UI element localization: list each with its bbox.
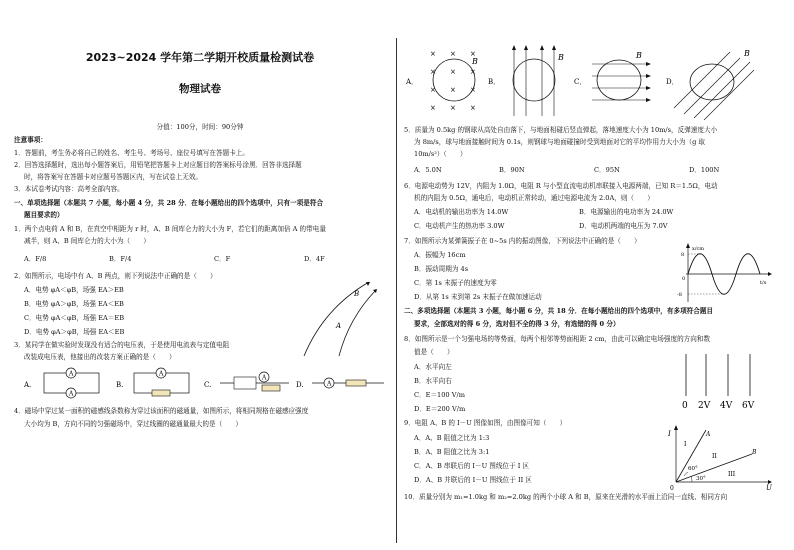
coil-d — [690, 64, 734, 100]
q9-stem: 9．电阻 A、B 的 I－U 图像如图，由图像可知（ ） — [404, 419, 567, 427]
q8-stem: 8．如图所示是一个匀强电场的等势面，每两个相邻等势面相距 2 cm，由此可以确定电场强度的方向和数 — [404, 335, 711, 343]
note-2b: 时，将答案写在答题卡对应题号答题区内，写在试卷上无效。 — [24, 173, 203, 181]
ammeter-d-label: A — [327, 380, 332, 388]
q9-angle-30: 30° — [696, 476, 706, 482]
q4-option-a[interactable]: A． — [406, 78, 419, 86]
q9-option-c[interactable]: C．A、B 串联后的 I－U 图线位于 I 区 — [414, 462, 530, 470]
q5-stem-3: 10m/s²）（ ） — [414, 150, 467, 158]
q9-line-a — [676, 430, 706, 482]
q4-stem-2: 大小均为 B，方向不同的匀强磁场中，穿过线圈的磁通量最大的是（ ） — [24, 420, 242, 428]
q8-option-c[interactable]: C．E＝100 V/m — [414, 391, 465, 399]
q7-bottom-value: -8 — [677, 292, 682, 298]
section2-heading: 二、多项选择题（本题共 3 小题，每小题 6 分，共 18 分．在每小题给出的四个选项中，有多项符合题目 — [404, 307, 714, 315]
q7-origin: 0 — [682, 276, 686, 282]
q2-option-d[interactable]: D．电势 φA＞φB，场强 EA＜EB — [24, 328, 125, 336]
q3-stem: 3．某同学在做实验时发现没有适合的电压表，于是使用电流表与定值电阻 — [14, 341, 230, 349]
q4-option-b[interactable]: B． — [488, 78, 501, 86]
q4-label-b4: B — [744, 49, 750, 58]
coil-a — [433, 59, 475, 101]
q4-label-b3: B — [636, 51, 642, 60]
ammeter-a-label: A — [69, 370, 74, 378]
q4-field-figures — [404, 44, 780, 120]
q3-circuit-options — [24, 365, 386, 400]
q2-stem: 2．如图所示，电场中有 A、B 两点，则下列说法中正确的是（ ） — [14, 272, 217, 280]
q2-option-a[interactable]: A．电势 φA＜φB，场强 EA＞EB — [24, 286, 124, 294]
left-column — [14, 0, 386, 550]
q9-option-b[interactable]: B．A、B 阻值之比为 3:1 — [414, 448, 490, 456]
coil-c — [597, 60, 641, 100]
resistor-c-icon — [262, 385, 280, 391]
section2-heading-2: 要求，全部选对的得 6 分，选对但不全的得 3 分，有选错的得 0 分） — [414, 320, 620, 328]
q9-label-b: B — [752, 449, 757, 456]
q1-option-b[interactable]: B．F/4 — [109, 255, 132, 263]
svg-text:×: × — [470, 50, 476, 58]
q9-option-d[interactable]: D．A、B 并联后的 I－U 图线位于 II 区 — [414, 476, 532, 484]
exam-title: 2023~2024 学年第二学期开校质量检测试卷 — [85, 51, 315, 64]
svg-text:×: × — [430, 68, 436, 76]
q9-axis-i: I — [668, 430, 671, 438]
circuit-c-box — [234, 377, 256, 389]
q6-option-c[interactable]: C．电动机产生的热功率 3.0W — [414, 222, 505, 230]
right-column — [404, 0, 780, 550]
note-1: 1．答题前，考生务必将自己的姓名、考生号、考场号、座位号填写在答题卡上。 — [14, 149, 249, 157]
q7-vibration-graph — [674, 242, 774, 304]
note-2: 2．回答选择题时，选出每小题答案后，用铅笔把答题卡上对应题目的答案标号涂黑．回答非选择题 — [14, 161, 302, 169]
q9-region-3: III — [728, 471, 736, 478]
q5-option-a[interactable]: A．5.0N — [414, 166, 442, 174]
q4-option-d[interactable]: D． — [666, 78, 679, 86]
column-divider — [396, 38, 397, 543]
q8-stem-2: 值是（ ） — [414, 348, 454, 356]
q4-fig-d — [674, 49, 754, 120]
q6-option-b[interactable]: B．电源输出的电功率为 24.0W — [579, 208, 674, 216]
ammeter-a2-label: A — [69, 390, 74, 398]
q6-option-a[interactable]: A．电动机的输出功率为 14.0W — [414, 208, 509, 216]
svg-text:×: × — [430, 50, 436, 58]
section1-heading-2: 题目要求的） — [24, 211, 64, 219]
q2-label-b: B — [354, 290, 360, 298]
q7-y-label: x/cm — [692, 246, 705, 252]
q2-option-b[interactable]: B．电势 φA＞φB，场强 EA＜EB — [24, 300, 124, 308]
resistor-d-icon — [346, 380, 366, 386]
q4-fig-a — [430, 50, 478, 112]
q8-option-d[interactable]: D．E＝200 V/m — [414, 405, 466, 413]
q2-label-a: A — [336, 322, 342, 330]
q1-stem-2: 减半，则 A、B 间库仑力的大小为（ ） — [24, 237, 150, 245]
q9-region-1: I — [684, 441, 687, 448]
svg-text:×: × — [430, 86, 436, 94]
q9-angle-60: 60° — [688, 466, 698, 472]
q4-option-c[interactable]: C． — [574, 78, 587, 86]
q3-option-b[interactable]: B. — [116, 381, 124, 389]
q3-option-c[interactable]: C. — [204, 381, 212, 389]
q2-field-figure — [284, 278, 384, 358]
q4-label-b: B — [472, 57, 478, 66]
q8-label-4v: 4V — [720, 401, 733, 411]
q3-option-a[interactable]: A. — [24, 381, 32, 389]
q7-option-b[interactable]: B．振动周期为 4s — [414, 265, 469, 273]
svg-text:×: × — [470, 104, 476, 112]
q8-equipotential-figure — [676, 352, 776, 412]
q5-option-b[interactable]: B．90N — [499, 166, 525, 174]
svg-text:×: × — [450, 50, 456, 58]
q9-iu-graph — [666, 424, 778, 492]
q4-label-b2: B — [558, 53, 564, 62]
q5-option-c[interactable]: C．95N — [594, 166, 620, 174]
q1-option-a[interactable]: A．F/8 — [24, 255, 47, 263]
q6-option-d[interactable]: D．电动机两端的电压为 7.0V — [579, 222, 668, 230]
q8-label-2v: 2V — [698, 401, 711, 411]
q1-option-c[interactable]: C．F — [214, 255, 231, 263]
q7-option-d[interactable]: D．从第 1s 末到第 2s 末振子在做加速运动 — [414, 293, 542, 301]
q7-stem: 7．如图所示为某弹簧振子在 0~5s 内的振动图像，下列说法中正确的是（ ） — [404, 237, 641, 245]
q7-x-label: t/s — [760, 280, 767, 286]
field-arrow-1 — [366, 282, 370, 286]
ammeter-b-label: A — [159, 370, 164, 378]
ammeter-c-label: A — [262, 374, 267, 382]
q1-option-d[interactable]: D．4F — [304, 255, 325, 263]
q1-stem: 1．两个点电荷 A 和 B，在真空中相距为 r 时，A、B 间库仑力的大小为 F，若它们的距离加倍 A 的带电量 — [14, 225, 326, 233]
q8-option-a[interactable]: A．水平向左 — [414, 363, 452, 371]
svg-text:×: × — [430, 104, 436, 112]
q9-axis-u: U — [766, 484, 772, 492]
q3-stem-2: 改装成电压表，他接出的改装方案正确的是（ ） — [24, 353, 176, 361]
q9-origin: 0 — [670, 485, 674, 492]
svg-text:×: × — [450, 86, 456, 94]
q5-stem: 5．质量为 0.5kg 的钢球从高处自由落下，与地面相碰后竖直弹起，落地速度大小为 10m/s，反弹速度大小 — [404, 126, 718, 134]
q6-stem-2: 机的内阻为 0.5Ω，通电后，电动机正常转动，通过电源电流为 2.0A，则（ ） — [414, 194, 654, 202]
note-3: 3．本试卷考试内容：高考全部内容。 — [14, 185, 124, 193]
q9-region-2: II — [712, 453, 717, 460]
resistor-b-icon — [152, 390, 170, 396]
notes-heading: 注意事项： — [14, 136, 47, 144]
section1-heading: 一、单项选择题（本题共 7 小题，每小题 4 分，共 28 分．在每小题给出的四个选项中，只有一项是符合 — [14, 199, 324, 207]
q4-stem: 4．磁场中穿过某一面积的磁感线条数称为穿过该面积的磁通量，如图所示，将相同规格在磁感应强度 — [14, 407, 309, 415]
q10-stem: 10．质量分别为 m₁=1.0kg 和 m₂=2.0kg 的两个小球 A 和 B，原来在光滑的水平面上沿同一直线、相同方向 — [404, 493, 728, 501]
q3-option-d[interactable]: D. — [296, 381, 304, 389]
field-line-1 — [304, 282, 369, 356]
svg-text:×: × — [450, 104, 456, 112]
q2-option-c[interactable]: C．电势 φA＜φB，场强 EA＝EB — [24, 314, 125, 322]
q5-stem-2: 为 8m/s，球与地面接触时间为 0.1s，则钢球与地面碰撞时受到地面对它的平均作用力大小为（g 取 — [414, 138, 705, 146]
coil-b — [513, 59, 555, 101]
field-line-2 — [339, 290, 376, 356]
q8-label-6v: 6V — [742, 401, 755, 411]
q7-option-c[interactable]: C．第 1s 末振子的速度为零 — [414, 279, 497, 287]
svg-text:×: × — [470, 86, 476, 94]
svg-text:×: × — [450, 68, 456, 76]
q7-top-value: 8 — [681, 252, 685, 258]
q9-option-a[interactable]: A．A、B 阻值之比为 1:3 — [414, 434, 490, 442]
q4-fig-b — [512, 45, 564, 116]
exam-meta: 分值：100分，时间：90分钟 — [156, 123, 244, 131]
q8-label-0: 0 — [682, 401, 688, 411]
q7-option-a[interactable]: A．振幅为 16cm — [414, 251, 466, 259]
exam-subject: 物理试卷 — [179, 83, 221, 95]
q8-option-b[interactable]: B．水平向右 — [414, 377, 452, 385]
q4-fig-c — [592, 51, 651, 102]
q9-label-a: A — [706, 431, 711, 438]
q6-stem: 6．电源电动势为 12V，内阻为 1.0Ω，电阻 R 与小型直流电动机串联接入电源两端，已知 R＝1.5Ω，电动 — [404, 182, 718, 190]
q5-option-d[interactable]: D．100N — [689, 166, 720, 174]
svg-text:×: × — [470, 68, 476, 76]
